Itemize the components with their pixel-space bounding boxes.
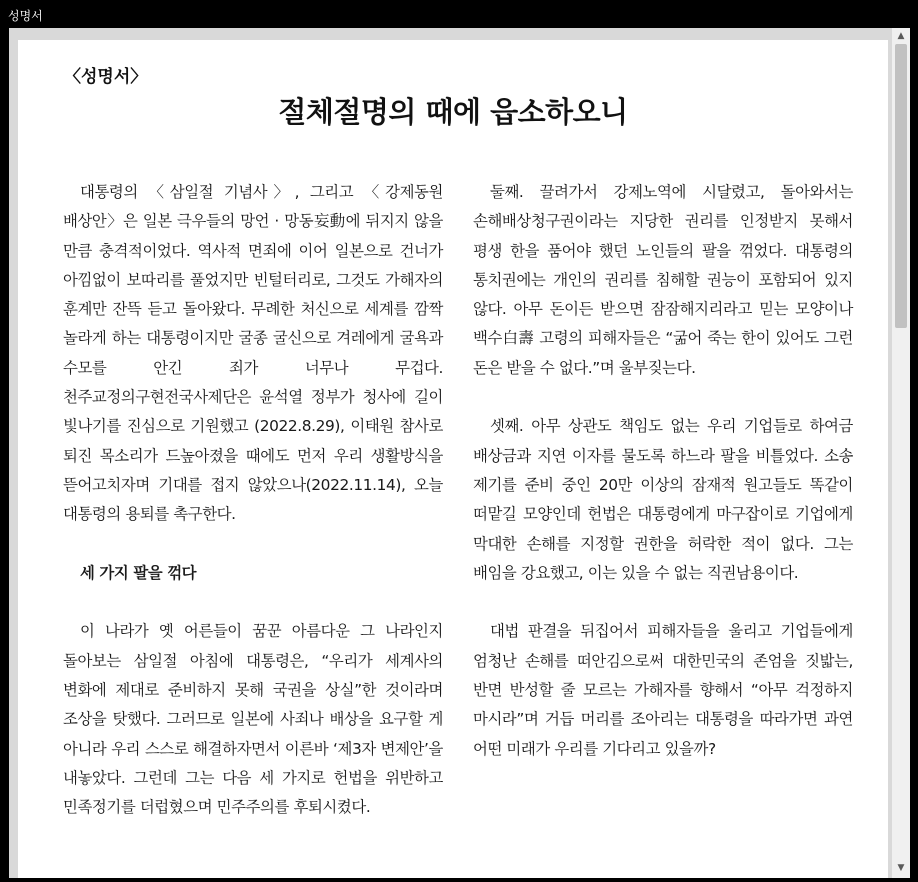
- paragraph: 둘째. 끌려가서 강제노역에 시달렸고, 돌아와서는 손해배상청구권이라는 지당한 권리를 인정받지 못해서 평생 한을 품어야 했던 노인들의 팔을 꺾었다. 대통령의 통치권에는 개인의 권리를 침해할 권능이 포함되어 있지 않다. 아무 돈이든 받으면 잠잠해지리라고 믿는 모양이나 백수白壽 고령의 피해자들은 “굶어 죽는 한이 있어도 그런 돈은 받을 수 없다.”며 울부짖는다.: [473, 183, 853, 377]
- document-page: [18, 40, 888, 878]
- window-title: 성명서: [8, 9, 43, 23]
- document-label: 〈성명서〉: [64, 67, 148, 87]
- vertical-scrollbar[interactable]: [892, 28, 910, 878]
- right-column: [473, 178, 853, 793]
- document-viewer[interactable]: [9, 28, 910, 878]
- scroll-up-icon[interactable]: ▲: [897, 31, 905, 41]
- window-titlebar: [0, 0, 918, 28]
- left-column: [63, 178, 443, 852]
- scroll-down-icon[interactable]: ▼: [897, 863, 905, 873]
- paragraph: 이 나라가 옛 어른들이 꿈꾼 아름다운 그 나라인지 돌아보는 삼일절 아침에 대통령은, “우리가 세계사의 변화에 제대로 준비하지 못해 국권을 상실”한 것이라며 조상을 탓했다. 그러므로 일본에 사죄나 배상을 요구할 게 아니라 우리 스스로 해결하자면서 이른바 ‘제3자 변제안’을 내놓았다. 그런데 그는 다음 세 가지로 헌법을 위반하고 민족정기를 더럽혔으며 민주주의를 후퇴시켰다.: [63, 622, 443, 817]
- paragraph: 대법 판결을 뒤집어서 피해자들을 울리고 기업들에게 엄청난 손해를 떠안김으로써 대한민국의 존엄을 짓밟는, 반면 반성할 줄 모르는 가해자를 향해서 “아무 걱정하지 마시라”며 거듭 머리를 조아리는 대통령을 따라가면 과연 어떤 미래가 우리를 기다리고 있을까?: [473, 622, 853, 758]
- document-headline: 절체절명의 때에 읍소하오니: [278, 95, 628, 129]
- scrollbar-thumb[interactable]: [895, 44, 907, 328]
- paragraph: 셋째. 아무 상관도 책임도 없는 우리 기업들로 하여금 배상금과 지연 이자를 물도록 하느라 팔을 비틀었다. 소송 제기를 준비 중인 20만 이상의 잠재적 원고들도 똑같이 떠맡길 모양인데 헌법은 대통령에게 마구잡이로 기업에게 막대한 손해를 지정할 권한을 허락한 적이 없다. 그는 배임을 강요했고, 이는 있을 수 없는 직권남용이다.: [473, 417, 853, 582]
- section-heading: 세 가지 팔을 꺾다: [80, 563, 197, 582]
- paragraph: 대통령의 〈삼일절 기념사〉, 그리고 〈강제동원 배상안〉은 일본 극우들의 망언 · 망동妄動에 뒤지지 않을 만큼 충격적이었다. 역사적 면죄에 이어 일본으로 건너가 아낌없이 보따리를 풀었지만 빈털터리로, 그것도 가해자의 훈계만 잔뜩 듣고 돌아왔다. 무례한 처신으로 세계를 깜짝 놀라게 하는 대통령이지만 굴종 굴신으로 겨레에게 굴욕과 수모를 안긴 죄가 너무나 무겁다. 천주교정의구현전국사제단은 윤석열 정부가 청사에 길이 빛나기를 진심으로 기원했고 (2022.8.29), 이태원 참사로 퇴진 목소리가 드높아졌을 때에도 먼저 우리 생활방식을 뜯어고치자며 기대를 접지 않았으나(2022.11.14), 오늘 대통령의 용퇴를 촉구한다.: [63, 183, 443, 524]
